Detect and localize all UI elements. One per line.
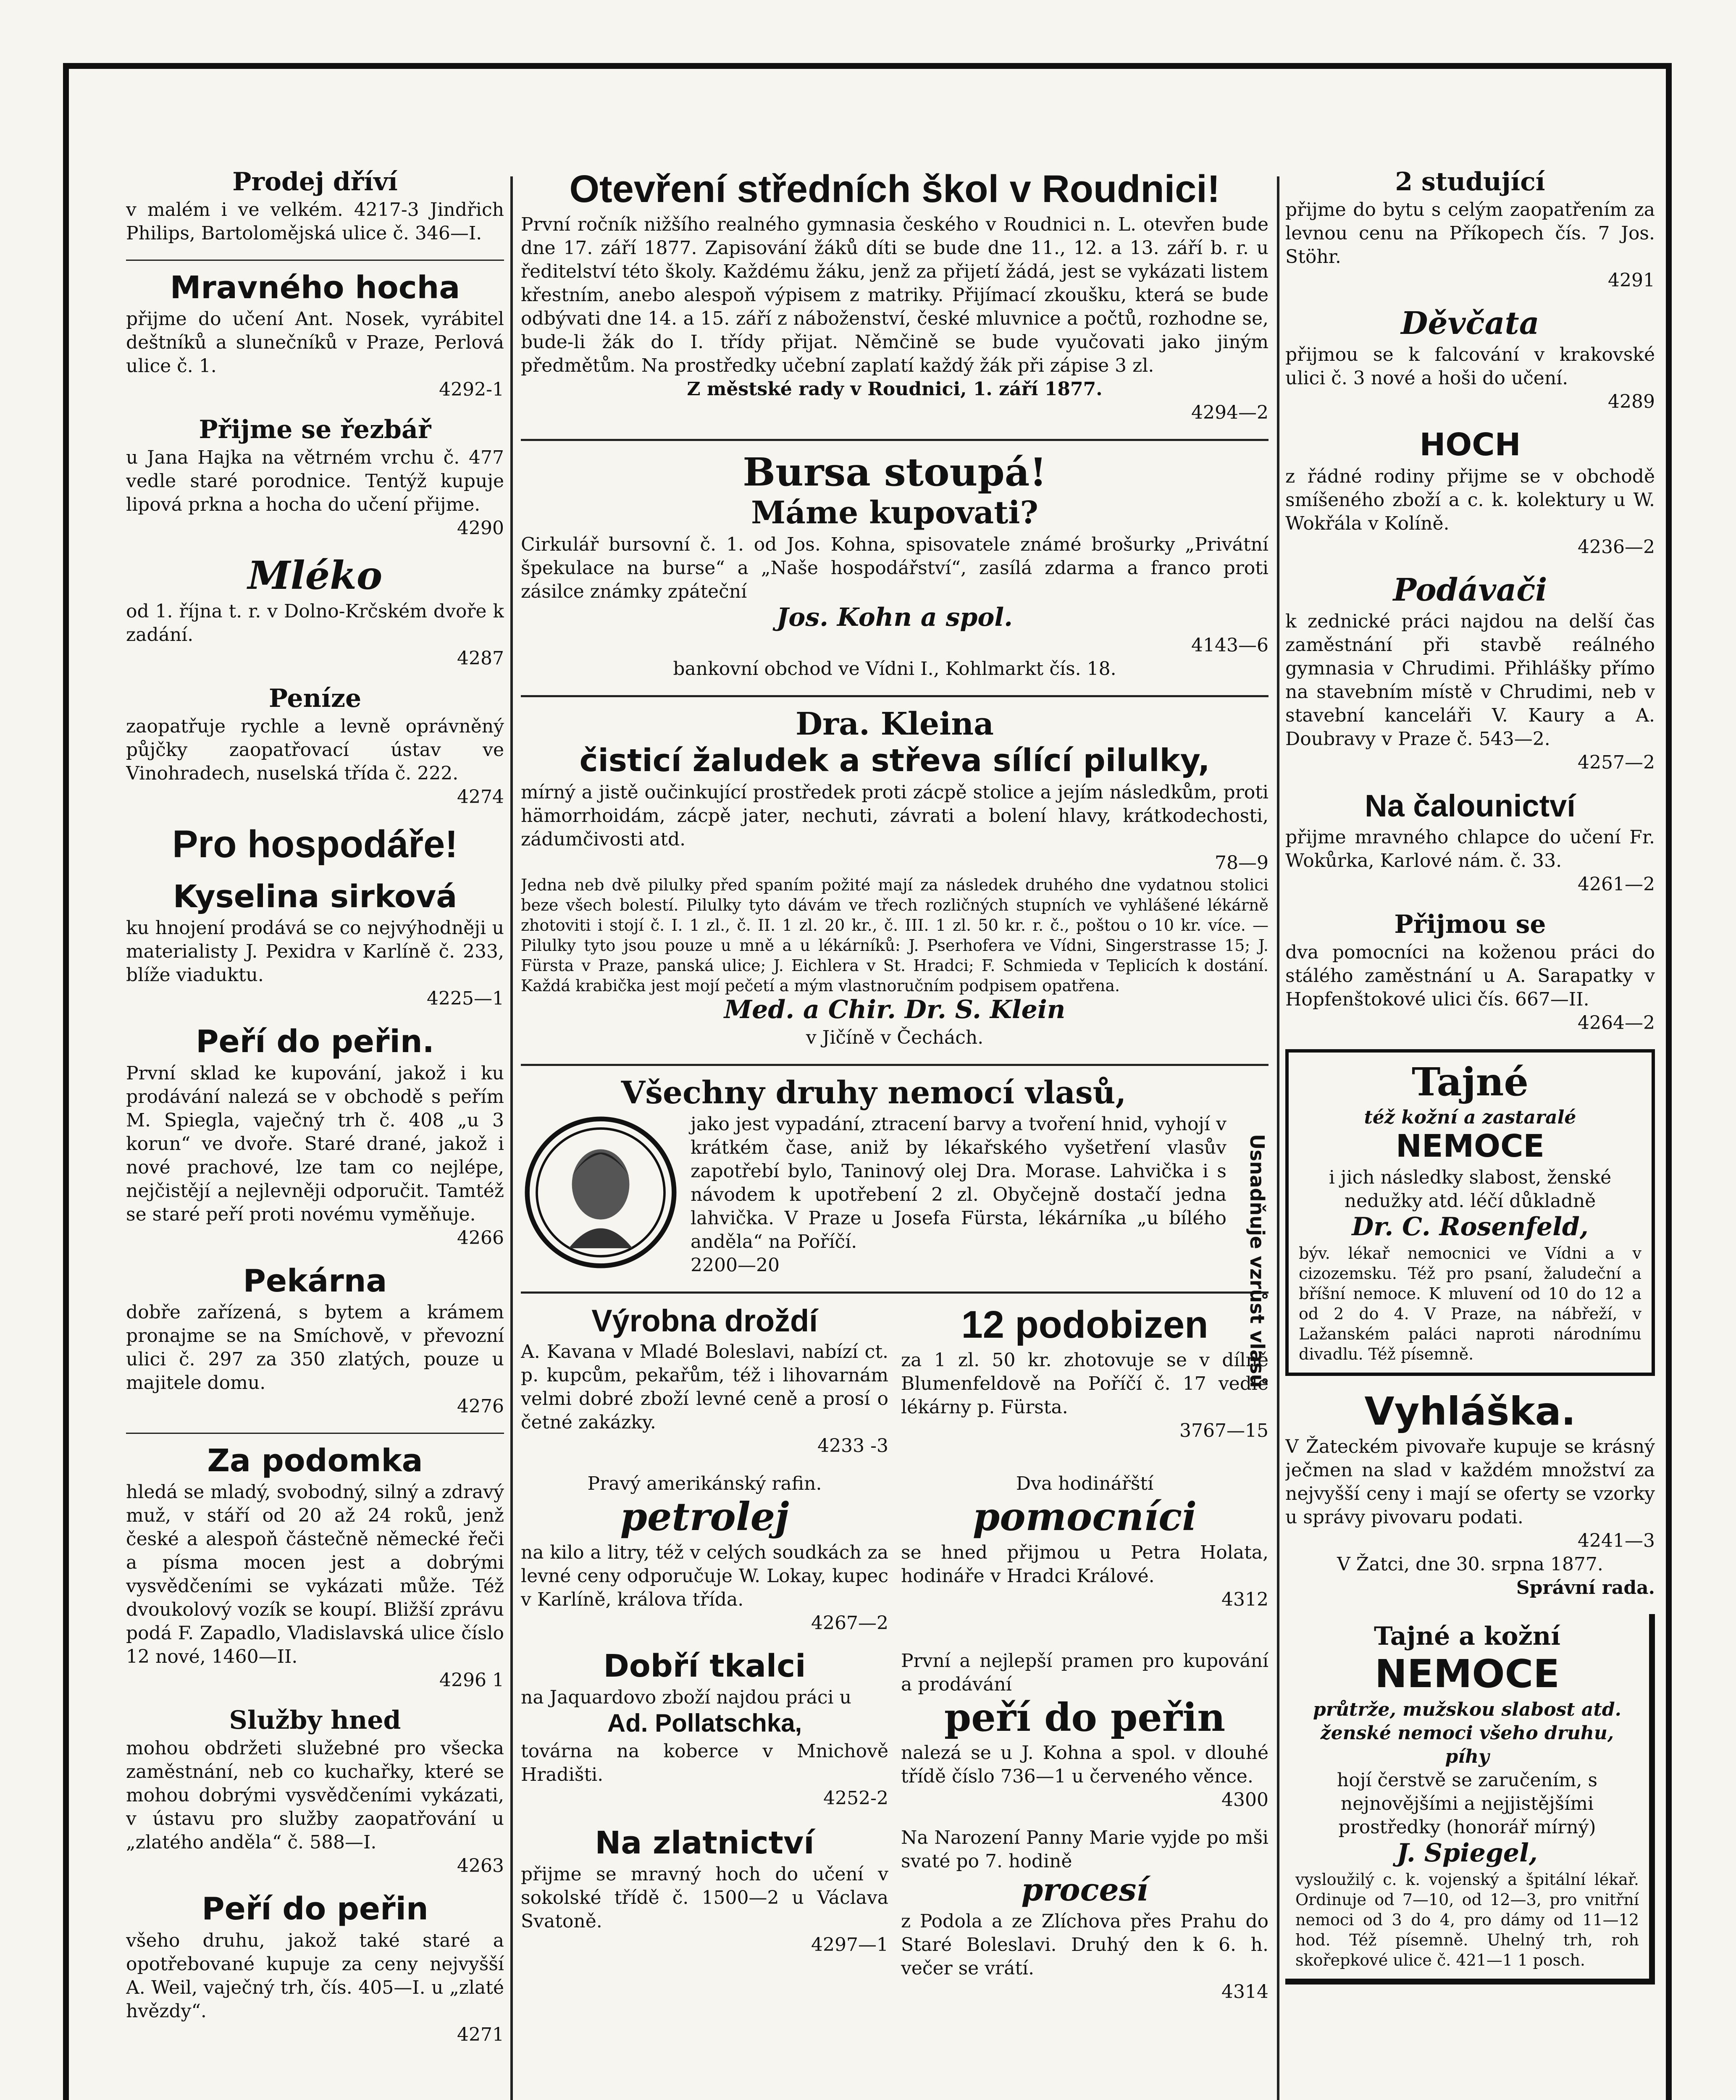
ad-tajne-2 bbox=[1285, 1614, 1655, 1984]
ad-title: Přijme se řezbář bbox=[199, 415, 431, 445]
ad-podobizen bbox=[901, 1304, 1269, 1458]
ad-title: Vyhláška. bbox=[1364, 1389, 1576, 1434]
ad-title: Služby hned bbox=[229, 1706, 401, 1735]
divider bbox=[521, 1064, 1269, 1066]
ad-peri-zdroj bbox=[901, 1649, 1269, 1812]
row-tkalci-peri bbox=[521, 1649, 1269, 1826]
ad-title-2: Ad. Pollatschka, bbox=[607, 1709, 802, 1737]
ad-title: Prodej dříví bbox=[232, 168, 398, 197]
divider bbox=[126, 260, 504, 261]
ad-zlatnictvi bbox=[521, 1826, 888, 2004]
ad-number: 4294—2 bbox=[1191, 402, 1269, 424]
ad-title: Mravného hocha bbox=[170, 270, 460, 306]
ad-number: 4292-1 bbox=[439, 379, 504, 401]
ad-body: První sklad ke kupování, jakož i ku prodávání nalezá se v obchodě s peřím M. Spiegla, vaječný trh č. 408 „u 3 korun“ ve dvoře. Staré drané, jakož i nové prachové, lze tam co nejlépe, nejčistějí a nejlevněji odporučit. Tamtéž se staré peří proti novému vyměňuje. bbox=[126, 1062, 504, 1225]
ad-title: Pro hospodáře! bbox=[172, 822, 458, 866]
ad-title: pomocníci bbox=[972, 1494, 1197, 1540]
ad-rezbar bbox=[126, 416, 504, 540]
ad-body: V Žateckém pivovaře kupuje se krásný ječmen na slad v každém množství za nejvyšší ceny i mají se oferty se vzorky u správy pivovaru podati. bbox=[1285, 1436, 1655, 1528]
ad-title: Mléko bbox=[247, 553, 383, 598]
ad-number: 4274 bbox=[457, 786, 504, 808]
ad-pre: Dva hodinářští bbox=[1016, 1473, 1154, 1495]
ad-body: od 1. října t. r. v Dolno-Krčském dvoře k zadání. bbox=[126, 600, 504, 646]
ad-title: Dra. Kleina bbox=[795, 706, 994, 742]
ad-kleina bbox=[521, 707, 1269, 1050]
ad-signature: Dr. C. Rosenfeld, bbox=[1352, 1212, 1589, 1242]
ad-calounictvi bbox=[1285, 789, 1655, 896]
ad-body-2: továrna na koberce v Mnichově Hradišti. bbox=[521, 1740, 888, 1785]
ad-body: z řádné rodiny přijme se v obchodě smíšeného zboží a c. k. kolektury u W. Wokřála v Kolíně. bbox=[1285, 465, 1655, 534]
ad-number: 4271 bbox=[457, 2024, 504, 2045]
ad-place: v Jičíně v Čechách. bbox=[806, 1026, 984, 1048]
ad-number: 4233 -3 bbox=[817, 1435, 888, 1457]
ad-number: 4291 bbox=[1608, 270, 1655, 291]
ad-pre: Pravý amerikánský rafin. bbox=[587, 1473, 822, 1495]
ad-date: V Žatci, dne 30. srpna 1877. bbox=[1337, 1554, 1603, 1575]
ad-title: Pekárna bbox=[243, 1263, 387, 1299]
ad-peri-1 bbox=[126, 1025, 504, 1250]
ad-body: za 1 zl. 50 kr. zhotovuje se v dílně Blumenfeldově na Poříčí č. 17 vedle lékárny p. Fürsta. bbox=[901, 1349, 1269, 1418]
ad-vyhlaska bbox=[1285, 1390, 1655, 1600]
ad-body: i jich následky slabost, ženské nedužky atd. léčí důkladně bbox=[1329, 1167, 1612, 1212]
ad-title-2: čisticí žaludek a střeva sílící pilulky, bbox=[579, 743, 1210, 779]
ad-number: 4296 1 bbox=[439, 1670, 504, 1691]
ad-number: 4314 bbox=[1221, 1981, 1269, 2003]
ad-body: hledá se mladý, svobodný, silný a zdravý muž, v stáří od 20 až 24 roků, jenž české a alespoň částečně německé řeči a písma mocen jest a dobrými vysvědčeními se vykázati může. Též dvoukolový vozík se koupí. Bližší zprávu podá F. Zapadlo, Vladislavská ulice číslo 12 nové, 1460—II. bbox=[126, 1481, 504, 1668]
ad-drozdi bbox=[521, 1304, 888, 1458]
ad-body: přijmou se k falcování v krakovské ulici č. 3 nové a hoši do učení. bbox=[1285, 344, 1655, 389]
ad-hospodare bbox=[126, 823, 504, 866]
ad-body: v malém i ve velkém. 4217-3 Jindřich Philips, Bartolomějská ulice č. 346—I. bbox=[126, 199, 504, 244]
ad-title: Všechny druhy nemocí vlasů, bbox=[621, 1074, 1127, 1111]
ad-body: mírný a jistě oučinkující prostředek proti zácpě stolice a jejím následkům, proti hämorrhoidám, zácpě jater, nechuti, závrati a bolení hlavy, krátkodechosti, zádumčivosti atd. bbox=[521, 781, 1269, 850]
ad-body: přijme mravného chlapce do učení Fr. Wokůrka, Karlové nám. č. 33. bbox=[1285, 826, 1655, 872]
ad-penize bbox=[126, 685, 504, 809]
ad-procesi bbox=[901, 1826, 1269, 2004]
ad-number: 4300 bbox=[1221, 1789, 1269, 1811]
ad-title: Výrobna droždí bbox=[591, 1303, 818, 1338]
ad-signature: Med. a Chir. Dr. S. Klein bbox=[724, 995, 1066, 1024]
ad-subtitle: Máme kupovati? bbox=[751, 495, 1038, 531]
ad-number: 3767—15 bbox=[1179, 1420, 1269, 1442]
ad-prijmou bbox=[1285, 911, 1655, 1035]
ad-title: 12 podobizen bbox=[961, 1303, 1208, 1346]
ad-hoch-right bbox=[1285, 428, 1655, 559]
ad-title: Dobří tkalci bbox=[603, 1648, 806, 1684]
ad-body: nalezá se u J. Kohna a spol. v dlouhé třídě číslo 736—1 u červeného věnce. bbox=[901, 1742, 1269, 1787]
ad-title: Na čalounictví bbox=[1365, 788, 1576, 824]
ad-body-2: Jedna neb dvě pilulky před spaním požité mají za následek druhého dne vydatnou stolici beze všech bolestí. Pilulky tyto dávám ve třech rozličných stupních ve vyhlášené lékárně zhotoviti i stojí č. I. 1 zl., č. II. 1 zl. 20 kr., č. III. 1 zl. 50 kr. r. č., poštou o 10 kr. více. — Pilulky tyto jsou pouze u mně a u lékárníků: J. Pserhofera ve Vídni, Singerstrasse 15; J. Fürsta v Praze, panská ulice; J. Eichlera v St. Hradci; F. Schmieda v Teplicích k dostání. Každá krabička jest mojí pečetí a mým vlastnoručním podpisem opatřena. bbox=[521, 875, 1269, 995]
ad-signature: J. Spiegel, bbox=[1397, 1838, 1538, 1868]
ad-pre: První a nejlepší pramen pro kupování a prodávání bbox=[901, 1650, 1269, 1695]
ad-pekarna bbox=[126, 1264, 504, 1418]
ad-number: 4225—1 bbox=[427, 988, 504, 1010]
divider bbox=[521, 695, 1269, 697]
ad-number: 4252-2 bbox=[823, 1787, 888, 1809]
ad-number: 4289 bbox=[1608, 391, 1655, 413]
vertical-side-label: Usnadňuje vzrůst vlasů bbox=[1246, 1134, 1269, 1388]
ad-drivi bbox=[126, 168, 504, 245]
ad-title: Tajné bbox=[1412, 1059, 1529, 1105]
ad-title: HOCH bbox=[1419, 427, 1521, 463]
ad-title: Kyselina sirková bbox=[173, 878, 457, 915]
ad-tkalci bbox=[521, 1649, 888, 1812]
ad-number: 4276 bbox=[457, 1395, 504, 1417]
ad-title: Bursa stoupá! bbox=[743, 449, 1047, 495]
divider bbox=[126, 1433, 504, 1434]
frame-right bbox=[1666, 63, 1672, 2100]
ad-title: Otevření středních škol v Roudnici! bbox=[569, 168, 1220, 210]
frame-left bbox=[63, 63, 69, 2100]
ad-title: petrolej bbox=[620, 1494, 789, 1540]
ad-number: 4143—6 bbox=[1191, 634, 1269, 656]
ad-title: 2 studující bbox=[1395, 168, 1545, 197]
ad-body-2: vysloužilý c. k. vojenský a špitální lékař. Ordinuje od 7—10, od 12—3, pro vnitřní nemoci od 3 do 4, pro dámy od 11—12 hod. Též písemně. Uhelný trh, roh skořepkové ulice č. 421—1 1 posch. bbox=[1295, 1870, 1639, 1969]
ad-number: 4297—1 bbox=[811, 1934, 888, 1956]
ad-skoly bbox=[521, 168, 1269, 425]
ad-body: dva pomocníci na koženou práci do stálého zaměstnání u A. Sarapatky v Hopfenštokové ulici čís. 667—II. bbox=[1285, 941, 1655, 1010]
ad-body-2: z Podola a ze Zlíchova přes Prahu do Staré Boleslavi. Druhý den k 6. h. večer se vrátí. bbox=[901, 1911, 1269, 1979]
ad-body: přijme se mravný hoch do učení v sokolské třídě č. 1500—2 u Václava Svatoně. bbox=[521, 1864, 888, 1932]
ad-number: 4264—2 bbox=[1578, 1012, 1655, 1034]
ad-sub: též kožní a zastaralé bbox=[1364, 1106, 1576, 1128]
ad-body: se hned přijmou u Petra Holata, hodináře v Hradci Králové. bbox=[901, 1541, 1269, 1587]
ad-number: 2200—20 bbox=[691, 1254, 780, 1276]
ad-title-2: NEMOCE bbox=[1396, 1128, 1544, 1164]
ad-peri-2 bbox=[126, 1892, 504, 2046]
portrait-engraving bbox=[521, 1113, 680, 1272]
ad-body: jako jest vypadání, ztracení barvy a tvoření hnid, vyhojí v krátkém čase, aniž by lékařského vyšetření vlasův zapotřebí bylo, Taninový olej Dra. Morase. Lahvička i s návodem k upotřebení 2 zl. Obyčejně dostačí jedna lahvička. V Praze u Josefa Fürsta, lékárníka „u bílého anděla“ na Poříčí. bbox=[691, 1113, 1226, 1252]
ad-number: 4312 bbox=[1221, 1588, 1269, 1610]
ad-address: bankovní obchod ve Vídni I., Kohlmarkt čís. 18. bbox=[673, 658, 1116, 680]
ad-title: Přijmou se bbox=[1394, 909, 1546, 939]
ad-sluzby bbox=[126, 1706, 504, 1878]
ad-body: dobře zařízená, s bytem a krámem pronajme se na Smíchově, v převozní ulici č. 297 za 350 zlatých, pouze u majitele domu. bbox=[126, 1301, 504, 1394]
column-left bbox=[126, 168, 504, 2100]
row-petrolej-pomocnici bbox=[521, 1472, 1269, 1649]
ad-body: na kilo a litry, též v celých soudkách za levné ceny odporučuje W. Lokay, kupec v Karlíně, králova třída. bbox=[521, 1541, 888, 1610]
ad-body: na Jaquardovo zboží najdou práci u bbox=[521, 1686, 851, 1708]
ad-number: 4261—2 bbox=[1578, 873, 1655, 895]
ad-title: Děvčata bbox=[1401, 305, 1539, 341]
ad-body-2: býv. lékař nemocnici ve Vídni a v cizozemsku. Též pro psaní, žaludeční a bříšní nemoce. K mluvení od 10 do 12 a od 2 do 4. V Praze, na nábřeží, v Lažanském paláci naproti národnímu divadlu. Též písemně. bbox=[1299, 1244, 1641, 1364]
ad-signature: Správní rada. bbox=[1516, 1577, 1655, 1599]
ad-hoch bbox=[126, 271, 504, 402]
ad-bursa bbox=[521, 451, 1269, 681]
column-right bbox=[1285, 168, 1655, 2100]
ad-devcata bbox=[1285, 307, 1655, 414]
ad-mleko bbox=[126, 554, 504, 670]
ad-pomocnici bbox=[901, 1472, 1269, 1635]
ad-vlasy bbox=[521, 1076, 1226, 1277]
ad-number: 4241—3 bbox=[1578, 1530, 1655, 1552]
ad-title: Podávači bbox=[1393, 572, 1547, 608]
row-zlatnictvi-procesi bbox=[521, 1826, 1269, 2018]
ad-title: Za podomka bbox=[207, 1442, 423, 1479]
ad-title-2: NEMOCE bbox=[1375, 1651, 1560, 1697]
ad-body: mohou obdržeti služebné pro všecka zaměstnání, neb co kuchařky, které se mohou dobrými vysvědčeními vykázati, v ústavu pro služby zaopatřování u „zlatého anděla“ č. 588—I. bbox=[126, 1738, 504, 1853]
ad-studujici bbox=[1285, 168, 1655, 292]
ad-title: peří do peřin bbox=[944, 1694, 1226, 1740]
ad-number: 4236—2 bbox=[1578, 536, 1655, 558]
column-rule-1 bbox=[510, 176, 513, 2100]
ad-number: 4257—2 bbox=[1578, 752, 1655, 774]
column-rule-2 bbox=[1277, 176, 1279, 2100]
divider bbox=[521, 1292, 1269, 1294]
divider bbox=[521, 439, 1269, 441]
ad-body: všeho druhu, jakož také staré a opotřebované kupuje za ceny nejvyšší A. Weil, vaječný trh, čís. 405—I. u „zlaté hvězdy“. bbox=[126, 1929, 504, 2022]
ad-title: Na zlatnictví bbox=[595, 1824, 814, 1861]
ad-body: přijme do učení Ant. Nosek, vyrábitel deštníků a slunečníků v Praze, Perlová ulice č. 1. bbox=[126, 308, 504, 377]
ad-body: Na Narození Panny Marie vyjde po mši svaté po 7. hodině bbox=[901, 1827, 1269, 1872]
ad-body: k zednické práci najdou na delší čas zaměstnání při stavbě reálného gymnasia v Chrudimi. Přihlášky přímo na stavebním místě v Chrudimi, neb v stavební kanceláři V. Kaury a A. Doubravy v Praze č. 543—2. bbox=[1285, 611, 1655, 750]
ad-kyselina bbox=[126, 880, 504, 1011]
ad-body: Cirkulář bursovní č. 1. od Jos. Kohna, spisovatele známé brošurky „Privátní špekulace na burse“ a „Naše hospodářství“, zasílá zdarma a franco proti zásilce známky zpáteční bbox=[521, 533, 1269, 602]
ad-number: 4263 bbox=[457, 1855, 504, 1877]
ad-sub: průtrže, mužskou slabost atd. ženské nemoci všeho druhu, píhy bbox=[1313, 1698, 1621, 1767]
ad-podomka bbox=[126, 1444, 504, 1692]
ad-title: Tajné a kožní bbox=[1374, 1622, 1561, 1651]
ad-podavaci bbox=[1285, 573, 1655, 774]
ad-body: A. Kavana v Mladé Boleslavi, nabízí ct. p. kupcům, pekařům, též i lihovarnám velmi dobré zboží levné ceně a prosí o četné zakázky. bbox=[521, 1341, 888, 1433]
ad-title: Peníze bbox=[268, 683, 362, 713]
ad-tajne-1 bbox=[1285, 1049, 1655, 1376]
ad-number: 78—9 bbox=[1215, 852, 1269, 874]
ad-title: Peří do peřin bbox=[202, 1891, 428, 1927]
column-middle bbox=[521, 168, 1269, 2100]
ad-title: procesí bbox=[1021, 1872, 1148, 1908]
row-drozdi-podobizen bbox=[521, 1304, 1269, 1472]
ad-firm: Jos. Kohn a spol. bbox=[776, 602, 1013, 632]
ad-number: 4266 bbox=[457, 1227, 504, 1249]
ad-body: přijme do bytu s celým zaopatřením za levnou cenu na Příkopech čís. 7 Jos. Stöhr. bbox=[1285, 199, 1655, 268]
ad-title: Peří do peřin. bbox=[196, 1024, 434, 1060]
ad-body: zaopatřuje rychle a levně oprávněný půjčky zaopatřovací ústav ve Vinohradech, nuselská třída č. 222. bbox=[126, 715, 504, 784]
ad-number: 4267—2 bbox=[811, 1612, 888, 1634]
ad-body: hojí čerstvě se zaručením, s nejnovějšími a nejjistějšími prostředky (honorář mírný) bbox=[1337, 1769, 1598, 1838]
ad-number: 4287 bbox=[457, 647, 504, 669]
ad-signature: Z městské rady v Roudnici, 1. září 1877. bbox=[687, 378, 1103, 400]
ad-petrolej bbox=[521, 1472, 888, 1635]
ad-number: 4290 bbox=[457, 517, 504, 539]
ad-body: ku hnojení prodává se co nejvýhodněji u materialisty J. Pexidra v Karlíně č. 233, blíže viaduktu. bbox=[126, 917, 504, 986]
ad-body: u Jana Hajka na větrném vrchu č. 477 vedle staré porodnice. Tentýž kupuje lipová prkna a hocha do učení přijme. bbox=[126, 447, 504, 516]
frame-top bbox=[63, 63, 1672, 69]
ad-body: První ročník nižšího realného gymnasia českého v Roudnici n. L. otevřen bude dne 17. září 1877. Zapisování žáků díti se bude dne 11., 12. a 13. září b. r. u ředitelství této školy. Každému žáku, jenž za přijetí žádá, jest se vykázati listem křestním, anebo alespoň výpisem z matriky. Přijímací zkoušku, která se bude odbývati dne 14. a 15. září z náboženství, české mluvnice a počtů, rozhodne se, bude-li žák do I. třídy přijat. Němčině se bude vyučovati jako jiným předmětům. Na prostředky učební zaplatí každý žák při zápise 3 zl. bbox=[521, 214, 1269, 377]
